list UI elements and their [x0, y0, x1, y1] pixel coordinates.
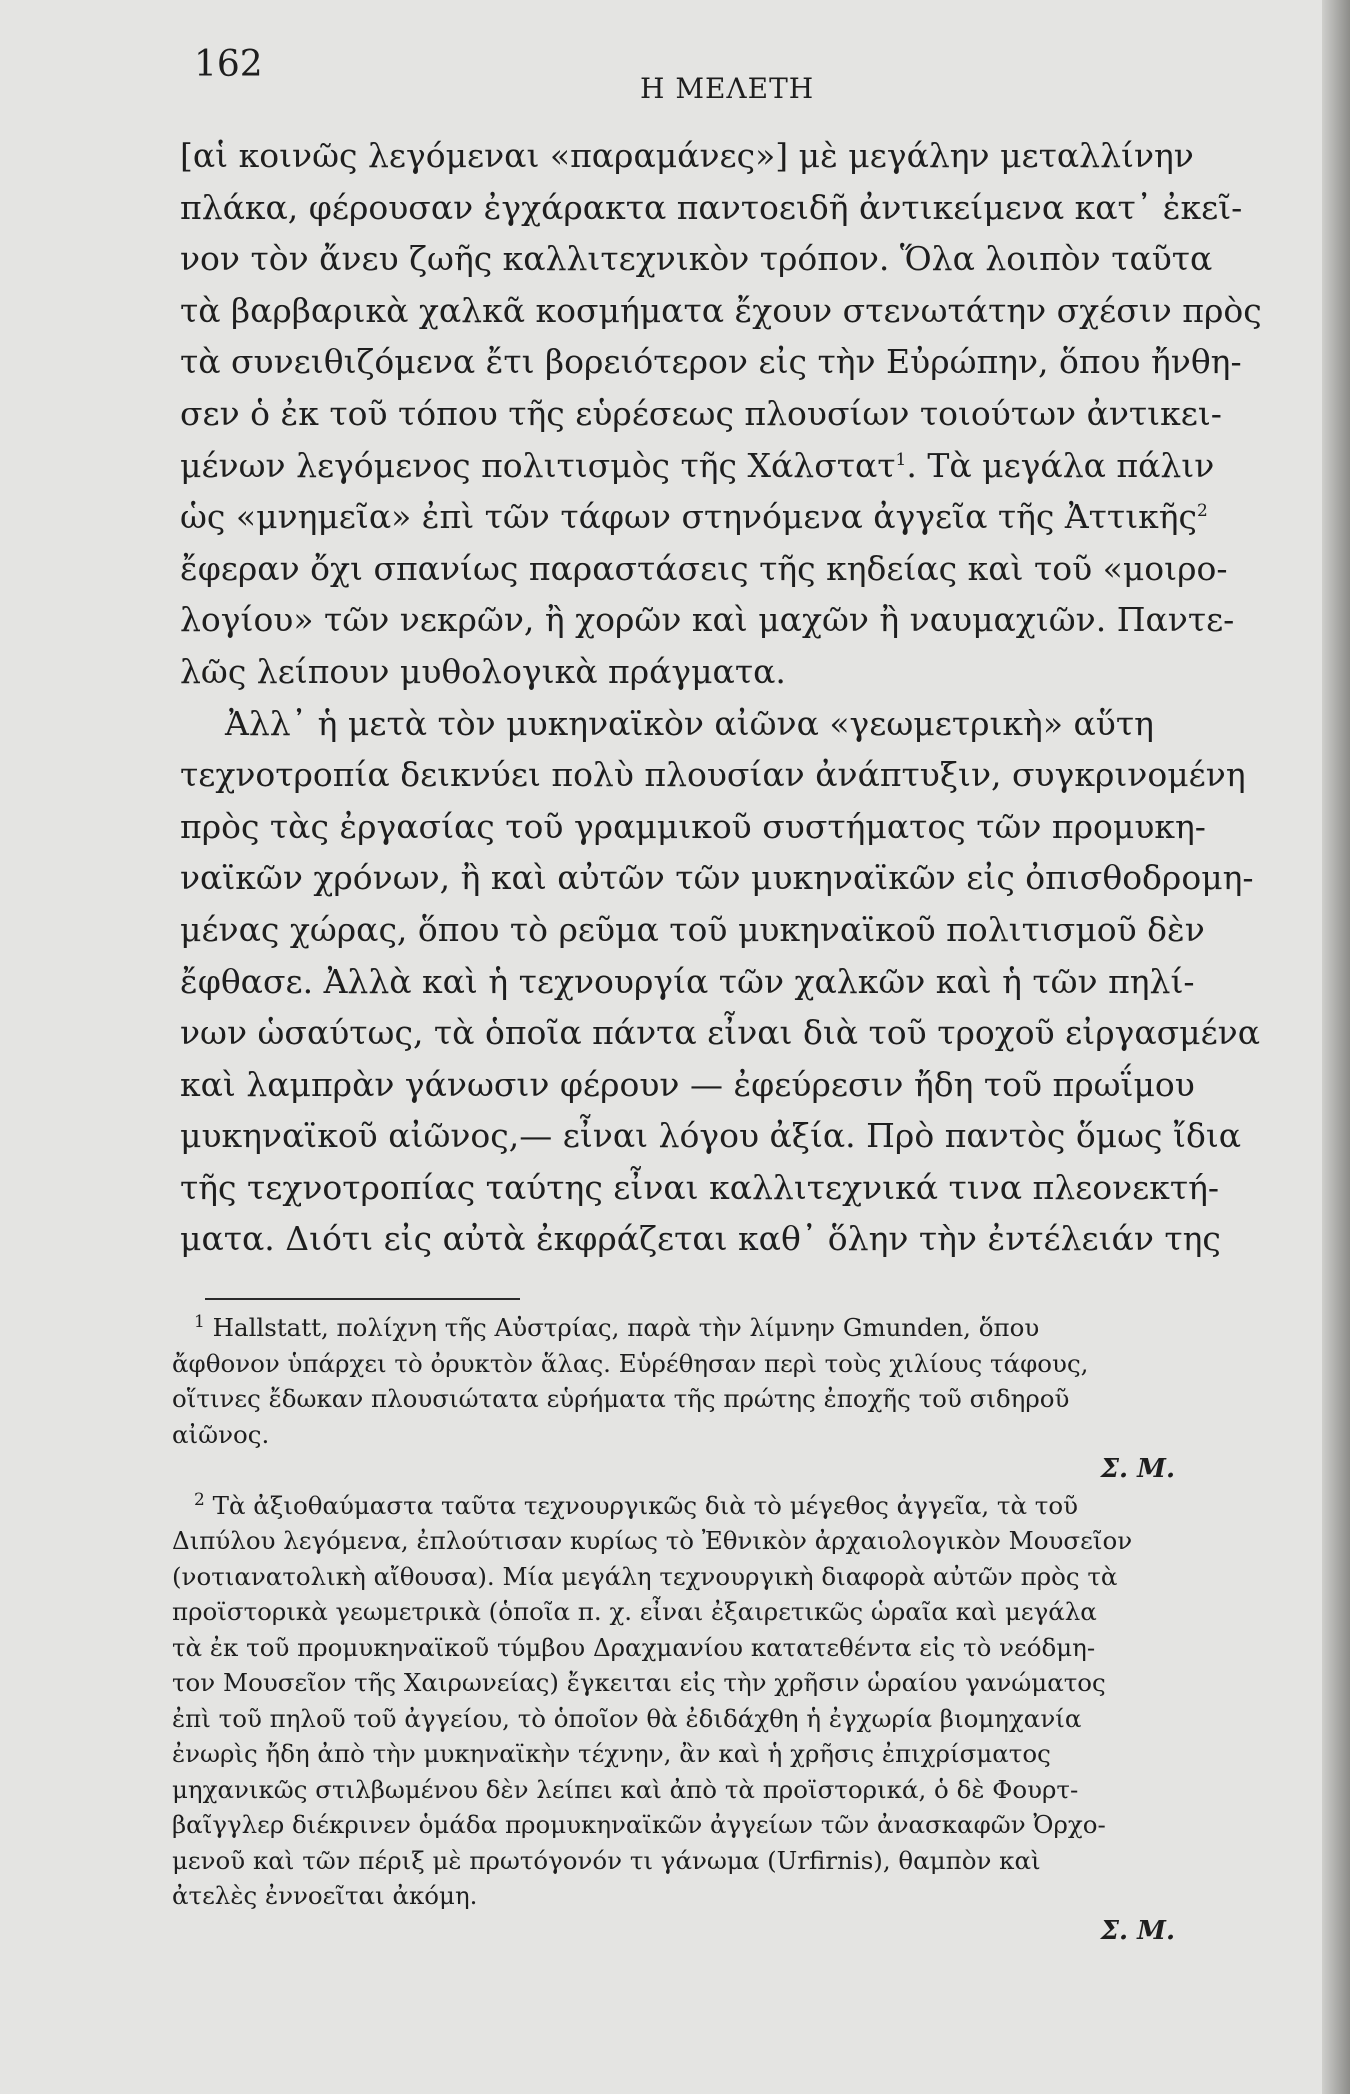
footnote-line: μενοῦ καὶ τῶν πέριξ μὲ πρωτόγονόν τι γάνωμα (Urfirnis), θαμπὸν καὶ: [172, 1845, 1041, 1875]
text-line: τῆς τεχνοτροπίας ταύτης εἶναι καλλιτεχνικά τινα πλεονεκτή-: [180, 1167, 1220, 1207]
text-line: μυκηναϊκοῦ αἰῶνος,— εἶναι λόγου ἀξία. Πρὸ παντὸς ὅμως ἴδια: [180, 1116, 1242, 1156]
footnote-line: οἵτινες ἔδωκαν πλουσιώτατα εὑρήματα τῆς πρώτης ἐποχῆς τοῦ σιδηροῦ: [172, 1384, 1070, 1413]
text-line: τὰ βαρβαρικὰ χαλκᾶ κοσμήματα ἔχουν στενωτάτην σχέσιν πρὸς: [180, 290, 1262, 330]
footnote-line: αἰῶνος.: [172, 1419, 270, 1449]
footnote-line: [172, 1310, 1265, 1346]
footnote-signature: Σ. Μ.: [1100, 1454, 1175, 1484]
footnote-line: προϊστορικὰ γεωμετρικὰ (ὁποῖα π. χ. εἶναι ἐξαιρετικῶς ὡραῖα καὶ μεγάλα: [172, 1597, 1097, 1626]
text-line: [180, 491, 1265, 543]
footnote-line: ἀτελὲς ἐννοεῖται ἀκόμη.: [172, 1881, 478, 1910]
text-line: τεχνοτροπία δεικνύει πολὺ πλουσίαν ἀνάπτυξιν, συγκρινομένη: [180, 755, 1246, 795]
text-line: πρὸς τὰς ἐργασίας τοῦ γραμμικοῦ συστήματος τῶν προμυκη-: [180, 806, 1206, 846]
footnote-line: Διπύλου λεγόμενα, ἐπλούτισαν κυρίως τὸ Ἐθνικὸν ἀρχαιολογικὸν Μουσεῖον: [172, 1526, 1133, 1555]
punctuation: .: [906, 445, 928, 485]
text-line: λῶς λείπουν μυθολογικὰ πράγματα.: [180, 651, 786, 691]
text-line: πλάκα, φέρουσαν ἐγχάρακτα παντοειδῆ ἀντικείμενα κατ᾿ ἐκεῖ-: [180, 187, 1243, 227]
text-segment: μένων λεγόμενος πολιτισμὸς τῆς Χάλστατ: [180, 445, 896, 485]
footnote-marker: 1: [895, 449, 907, 470]
footnote-line: βαῖγγλερ διέκρινεν ὁμάδα προμυκηναϊκῶν ἀγγείων τῶν ἀνασκαφῶν Ὀρχο-: [172, 1810, 1106, 1839]
paragraph-first-line: Ἀλλ᾿ ἡ μετὰ τὸν μυκηναϊκὸν αἰῶνα «γεωμετρικὴ» αὕτη: [225, 703, 1154, 743]
text-line: μένας χώρας, ὅπου τὸ ρεῦμα τοῦ μυκηναϊκοῦ πολιτισμοῦ δὲν: [180, 909, 1205, 949]
footnote-line: τὰ ἐκ τοῦ προμυκηναϊκοῦ τύμβου Δραχμανίου κατατεθέντα εἰς τὸ νεόδμη-: [172, 1632, 1096, 1662]
text-line: [αἱ κοινῶς λεγόμεναι «παραμάνες»] μὲ μεγάλην μεταλλίνην: [180, 136, 1194, 175]
text-line: [180, 440, 1265, 492]
text-segment: ὡς «μνημεῖα» ἐπὶ τῶν τάφων στηνόμενα ἀγγεῖα τῆς Ἀττικῆς: [180, 497, 1198, 537]
footnote-line: ἐνωρὶς ἤδη ἀπὸ τὴν μυκηναϊκὴν τέχνην, ἂν καὶ ἡ χρῆσις ἐπιχρίσματος: [172, 1739, 1051, 1768]
footnote-line: ἐπὶ τοῦ πηλοῦ τοῦ ἀγγείου, τὸ ὁποῖον θὰ ἐδιδάχθη ἡ ἐγχωρία βιομηχανία: [172, 1703, 1082, 1733]
text-line: νων ὡσαύτως, τὰ ὁποῖα πάντα εἶναι διὰ τοῦ τροχοῦ εἰργασμένα: [180, 1013, 1261, 1053]
footnote-marker: 2: [1197, 501, 1208, 522]
text-line: ματα. Διότι εἰς αὐτὰ ἐκφράζεται καθ᾿ ὅλην τὴν ἐντέλειάν της: [180, 1219, 1221, 1259]
footnote-line: τον Μουσεῖον τῆς Χαιρωνείας) ἔγκειται εἰς τὴν χρῆσιν ὡραίου γανώματος: [172, 1668, 1106, 1697]
footnote-line: [172, 1488, 1265, 1524]
running-head: Η ΜΕΛΕΤΗ: [640, 72, 815, 105]
footnote-number: 2: [194, 1489, 205, 1510]
text-segment: Τὰ μεγάλα πάλιν: [927, 445, 1215, 485]
footnote-line: μηχανικῶς στιλβωμένου δὲν λείπει καὶ ἀπὸ τὰ προϊστορικά, ὁ δὲ Φουρτ-: [172, 1774, 1079, 1804]
main-text: [180, 130, 1265, 1265]
footnotes: [172, 1310, 1265, 1949]
text-line: ἔφεραν ὄχι σπανίως παραστάσεις τῆς κηδείας καὶ τοῦ «μοιρο-: [180, 548, 1228, 588]
text-line: νον τὸν ἄνευ ζωῆς καλλιτεχνικὸν τρόπον. Ὅλα λοιπὸν ταῦτα: [180, 239, 1213, 279]
text-segment: Τὰ ἀξιοθαύμαστα ταῦτα τεχνουργικῶς διὰ τὸ μέγεθος ἀγγεῖα, τὰ τοῦ: [212, 1490, 1078, 1520]
text-segment: Hallstatt, πολίχνη τῆς Αὐστρίας, παρὰ τὴν λίμνην Gmunden, ὅπου: [212, 1313, 1040, 1342]
text-line: ἔφθασε. Ἀλλὰ καὶ ἡ τεχνουργία τῶν χαλκῶν καὶ ἡ τῶν πηλί-: [180, 961, 1195, 1001]
page-edge-shadow: [1322, 0, 1350, 2094]
footnote-rule: [205, 1298, 520, 1300]
footnote-line: ἄφθονον ὑπάρχει τὸ ὀρυκτὸν ἅλας. Εὑρέθησαν περὶ τοὺς χιλίους τάφους,: [172, 1348, 1089, 1378]
footnote-number: 1: [194, 1311, 205, 1332]
footnote-signature: Σ. Μ.: [1100, 1915, 1175, 1946]
text-line: καὶ λαμπρὰν γάνωσιν φέρουν — ἐφεύρεσιν ἤδη τοῦ πρωΐμου: [180, 1064, 1195, 1104]
text-line: σεν ὁ ἐκ τοῦ τόπου τῆς εὑρέσεως πλουσίων τοιούτων ἀντικει-: [180, 393, 1222, 433]
page-number: 162: [194, 44, 263, 85]
text-line: λογίου» τῶν νεκρῶν, ἢ χορῶν καὶ μαχῶν ἢ ναυμαχιῶν. Παντε-: [180, 600, 1235, 640]
text-line: ναϊκῶν χρόνων, ἢ καὶ αὐτῶν τῶν μυκηναϊκῶν εἰς ὀπισθοδρομη-: [180, 858, 1254, 898]
footnote-line: (νοτιανατολικὴ αἴθουσα). Μία μεγάλη τεχνουργικὴ διαφορὰ αὐτῶν πρὸς τὰ: [172, 1561, 1118, 1591]
text-line: τὰ συνειθιζόμενα ἔτι βορειότερον εἰς τὴν Εὐρώπην, ὅπου ἤνθη-: [180, 342, 1242, 382]
